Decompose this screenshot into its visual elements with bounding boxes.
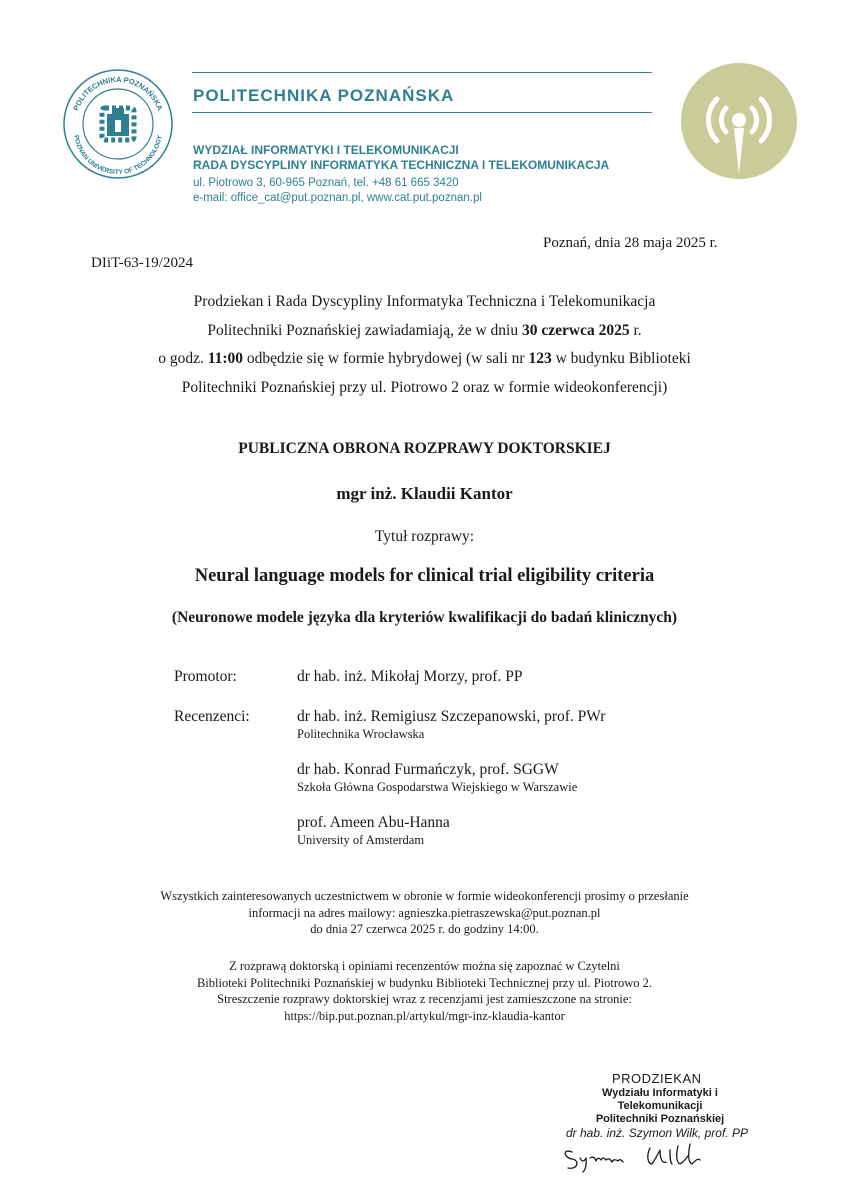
document-date: Poznań, dnia 28 maja 2025 r. [543, 235, 718, 251]
notice-line: Biblioteki Politechniki Poznańskiej w budynku Biblioteki Technicznej przy ul. Piotrowo 2. [196, 975, 653, 990]
reference-number: DIiT-63-19/2024 [91, 255, 193, 271]
reading-room-notice [60, 958, 789, 1024]
bip-link: https://bip.put.poznan.pl/artykul/mgr-inz-klaudia-kantor [284, 1008, 565, 1023]
university-seal-logo [62, 68, 174, 180]
header-rule-bottom [192, 112, 652, 113]
seal-text-bottom: POZNAN UNIVERSITY OF TECHNOLOGY [72, 134, 164, 177]
reviewer-name: prof. Ameen Abu-Hanna [297, 814, 450, 831]
reviewer-affiliation: University of Amsterdam [297, 833, 425, 847]
handwritten-signature [560, 1142, 710, 1174]
videoconference-notice [60, 888, 789, 938]
notice-line: Z rozprawą doktorską i opiniami recenzentów można się zapoznać w Czytelni [229, 959, 620, 973]
notice-line: do dnia 27 czerwca 2025 r. do godziny 14:00. [310, 922, 539, 936]
thesis-title-label: Tytuł rozprawy: [374, 528, 475, 545]
svg-text:POZNAN UNIVERSITY OF TECHNOLOG [72, 134, 163, 176]
intro-line-2: Politechniki Poznańskiej zawiadamiają, że w dniu 30 czerwca 2025 r. [207, 321, 642, 339]
stamp-signatory-name: dr hab. inż. Szymon Wilk, prof. PP [566, 1126, 748, 1140]
postal-address: ul. Piotrowo 3, 60-965 Poznań, tel. +48 61 665 3420 [193, 177, 459, 189]
notice-line: Wszystkich zainteresowanych uczestnictwem w obronie w formie wideokonferencji prosimy o przesłanie [160, 889, 689, 903]
reviewer-name: dr hab. inż. Remigiusz Szczepanowski, prof. PWr [297, 708, 606, 725]
stamp-faculty [566, 1087, 754, 1126]
council-name: RADA DYSCYPLINY INFORMATYKA TECHNICZNA I TELEKOMUNIKACJA [193, 158, 610, 172]
defense-time: 11:00 [207, 350, 244, 367]
promotor-label: Promotor: [174, 668, 237, 685]
stamp-title: PRODZIEKAN [612, 1071, 702, 1086]
faculty-block [193, 143, 609, 173]
stamp-faculty-line: Politechniki Poznańskiej [595, 1113, 725, 1125]
defense-date: 30 czerwca 2025 [522, 321, 630, 339]
room-number: 123 [528, 350, 552, 367]
candidate-name: mgr inż. Klaudii Kantor [336, 484, 513, 503]
notice-line: Streszczenie rozprawy doktorskiej wraz z recenzjami jest zamieszczone na stronie: [217, 992, 632, 1006]
announcement-intro [60, 288, 789, 402]
intro-line-3: o godz. 11:00 odbędzie się w formie hybrydowej (w sali nr 123 w budynku Biblioteki [158, 350, 691, 367]
header-rule-top [192, 72, 652, 73]
intro-line-4: Politechniki Poznańskiej przy ul. Piotrowo 2 oraz w formie wideokonferencji) [181, 378, 668, 396]
thesis-title-english: Neural language models for clinical trial eligibility criteria [194, 566, 655, 586]
contact-line: e-mail: office_cat@put.poznan.pl, www.cat.put.poznan.pl [193, 192, 482, 204]
intro-line-1: Prodziekan i Rada Dyscypliny Informatyka Techniczna i Telekomunikacja [193, 293, 656, 310]
reviewer-affiliation: Politechnika Wrocławska [297, 727, 425, 741]
reviewers-label: Recenzenci: [174, 708, 250, 725]
seal-text-top: POLITECHNIKA POZNAŃSKA [71, 74, 165, 112]
reviewer-affiliation: Szkoła Główna Gospodarstwa Wiejskiego w Warszawie [297, 780, 578, 794]
faculty-name: WYDZIAŁ INFORMATYKI I TELEKOMUNIKACJI [193, 143, 459, 157]
thesis-title-polish: (Neuronowe modele języka dla kryteriów kwalifikacji do badań klinicznych) [171, 609, 678, 626]
stamp-faculty-line: Wydziału Informatyki i Telekomunikacji [602, 1087, 718, 1112]
notice-line: informacji na adres mailowy: agnieszka.pietraszewska@put.poznan.pl [248, 905, 601, 920]
defense-heading: PUBLICZNA OBRONA ROZPRAWY DOKTORSKIEJ [238, 440, 611, 457]
discipline-signal-logo [680, 62, 798, 180]
university-name: POLITECHNIKA POZNAŃSKA [193, 86, 455, 105]
reviewer-name: dr hab. Konrad Furmańczyk, prof. SGGW [297, 761, 559, 778]
promotor-name: dr hab. inż. Mikołaj Morzy, prof. PP [297, 668, 523, 685]
address-block [193, 176, 482, 206]
